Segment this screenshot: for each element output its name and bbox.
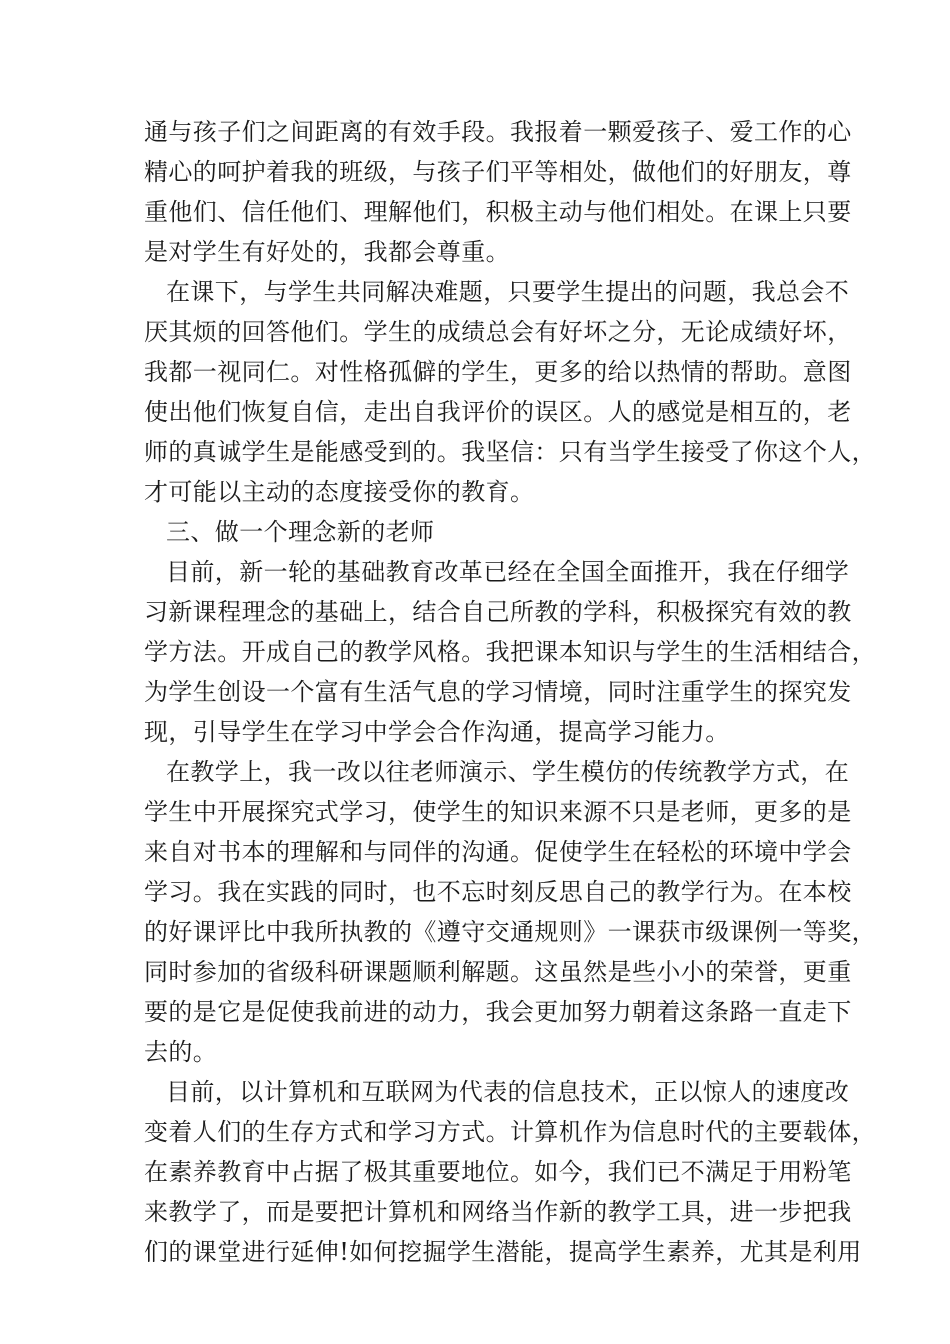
text-line: 学习。我在实践的同时，也不忘时刻反思自己的教学行为。在本校 [144,878,852,906]
text-line: 现，引导学生在学习中学会合作沟通，提高学习能力。 [144,718,730,746]
text-line: 才可能以主动的态度接受你的教育。 [144,478,535,506]
text-line: 师的真诚学生是能感受到的。我坚信：只有当学生接受了你这个人， [144,438,876,466]
text-line: 学方法。开成自己的教学风格。我把课本知识与学生的生活相结合， [144,638,876,666]
text-line: 习新课程理念的基础上，结合自己所教的学科，积极探究有效的教 [144,598,852,626]
text-line: 们的课堂进行延伸!如何挖掘学生潜能，提高学生素养，尤其是利用 [144,1238,862,1266]
text-line: 我都一视同仁。对性格孤僻的学生，更多的给以热情的帮助。意图 [144,358,852,386]
text-line: 在素养教育中占据了极其重要地位。如今，我们已不满足于用粉笔 [144,1158,852,1186]
text-line: 去的。 [144,1038,218,1066]
paragraph-start-line: 目前，新一轮的基础教育改革已经在全国全面推开，我在仔细学 [166,558,850,586]
paragraph-start-line: 在课下，与学生共同解决难题，只要学生提出的问题，我总会不 [166,278,850,306]
text-line: 来自对书本的理解和与同伴的沟通。促使学生在轻松的环境中学会 [144,838,852,866]
text-line: 学生中开展探究式学习，使学生的知识来源不只是老师，更多的是 [144,798,852,826]
text-line: 重他们、信任他们、理解他们，积极主动与他们相处。在课上只要 [144,198,852,226]
text-line: 变着人们的生存方式和学习方式。计算机作为信息时代的主要载体， [144,1118,876,1146]
text-line: 要的是它是促使我前进的动力，我会更加努力朝着这条路一直走下 [144,998,852,1026]
text-line: 使出他们恢复自信，走出自我评价的误区。人的感觉是相互的，老 [144,398,852,426]
text-line: 是对学生有好处的，我都会尊重。 [144,238,510,266]
section-heading: 三、做一个理念新的老师 [166,518,435,546]
text-line: 精心的呵护着我的班级，与孩子们平等相处，做他们的好朋友，尊 [144,158,852,186]
paragraph-start-line: 目前，以计算机和互联网为代表的信息技术，正以惊人的速度改 [166,1078,850,1106]
paragraph-start-line: 在教学上，我一改以往老师演示、学生模仿的传统教学方式，在 [166,758,850,786]
text-line: 同时参加的省级科研课题顺利解题。这虽然是些小小的荣誉，更重 [144,958,852,986]
text-line: 为学生创设一个富有生活气息的学习情境，同时注重学生的探究发 [144,678,852,706]
text-line: 厌其烦的回答他们。学生的成绩总会有好坏之分，无论成绩好坏， [144,318,852,346]
text-line: 的好课评比中我所执教的《遵守交通规则》一课获市级课例一等奖， [144,918,876,946]
text-line: 通与孩子们之间距离的有效手段。我报着一颗爱孩子、爱工作的心 [144,118,852,146]
text-line: 来教学了，而是要把计算机和网络当作新的教学工具，进一步把我 [144,1198,852,1226]
